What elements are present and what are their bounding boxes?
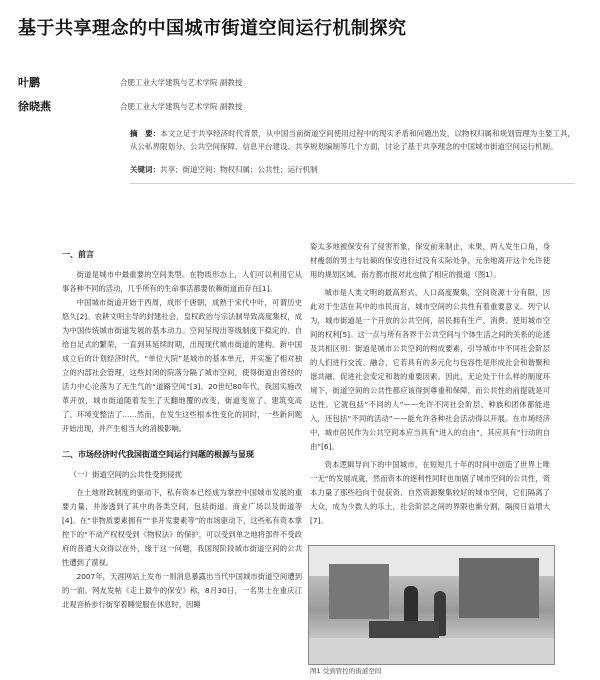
column-left	[62, 240, 302, 612]
section-heading-introduction: 一、前言	[62, 250, 94, 259]
keywords	[130, 164, 575, 176]
abstract-label: 摘 要：	[130, 129, 161, 138]
divider	[130, 183, 575, 184]
figure-caption: 图1 受到管控的街道空间	[310, 667, 382, 675]
author-name-1: 叶鹏	[18, 76, 40, 89]
paragraph: 在土地财政制度的驱动下，私有资本已经成为掌控中国城市发展的重要力量，并渗透到了其中的各类空间，包括街道。商业广场以及街道等[4]。在“非物质要素拥有”“非开发要素等”的市场驱动下，这些私有资本掌控下的“不动产权权受到《物权法》的保护，可以受到单之地将部件不受政府的普通大众得以在外，缘于这一问题，我国现阶段城市街道空间的公共性遭到了漠视。	[62, 488, 302, 567]
keywords-label: 关键词：	[130, 165, 160, 174]
author-affiliation-1: 合肥工业大学建筑与艺术学院 副教授	[120, 78, 243, 87]
paragraph: 街道是城市中最重要的空间类型。在物质形态上，人们可以利用它从事各种不同的活动，几乎所有的生命事活都要依赖街道而存在[1]。	[62, 270, 302, 293]
building-shape	[459, 558, 539, 618]
paragraph: 姿太多地被保安有了侵害形象，保安前来制止，未果，两人发生口角，身材瘦弱的男士与壮硕的保安进行过没有实际处争，元余地离开这个允许使用的规划区域。南方都市报对此也做了相应的报道（图1）。	[310, 242, 550, 279]
figure-street-photo	[308, 545, 555, 665]
author-affiliation-2: 合肥工业大学建筑与艺术学院 副教授	[120, 102, 243, 111]
abstract-text: 本文立足于共享经济时代背景，从中国当前街道空间使用过程中的现实矛盾和问题出发，以物权归属和规划管理为主要工具，从公私界限划分、公共空间保障、信息平台建设、共享规划编制等几个方面，讨论了基于共享理念的中国城市街道空间运行机制。	[130, 129, 576, 151]
ground-area	[309, 638, 554, 664]
section-heading-market-economy: 二、市场经济时代我国街道空间运行问题的根源与显现	[62, 450, 254, 459]
abstract	[130, 128, 575, 153]
paragraph: 资本逻辑导向下的中国城市，在短短几十年的时间中创造了世界上唯一无“的发展成就，然而资本的逐利性同时也加剧了城市空间的公共性，资本力量了那些趋向于促获资、自然资源聚集较好的城市空间，它们隔离了大众，成为少数人的乐土，社会阶层之间的界限也渐分割，隔阂日益增大[7]。	[310, 460, 550, 525]
keywords-text: 共享；街道空间；物权归属；公共性；运行机制	[160, 165, 318, 174]
paragraph: 2007年，天涯网站上发布一则消息暴露出当代中国城市街道空间遭到的一面。网友发帖《走上最牛的保安》称，8月30日，一名男士在重庆江北观音桥步行街穿着睡觉服在休息时，因睡	[62, 572, 302, 609]
bench-shape	[369, 621, 439, 639]
paper-title: 基于共享理念的中国城市街道空间运行机制探究	[18, 18, 407, 39]
building-shape	[329, 564, 389, 619]
author-name-2: 徐晓燕	[18, 100, 51, 113]
subsection-heading: （一）街道空间的公共性受到侵扰	[69, 470, 182, 479]
paragraph: 中国城市街道开始于西周，成形于唐朝，成熟于宋代中叶，可谓历史悠久[2]。农耕文明主导的封建社会，皇权政治与宗法制导致高度集权，成为中国传统城市街道发展的基本动力。空间呈现出等级制度下稳定的、自给自足式的繁荣，一直到其延续时期，出现现代城市街道的建构。新中国成立后的计划经济时代，“单位大院”是城市的基本单元，并实施了相对独立的内部社会管理，这些封闭的院落分隔了城市空间，使得街道由曾经的活力中心沦落为了无生气的“道路空间”[3]。20世纪80年代，我国实施改革开放，城市街道随着发生了天翻地覆的改变，街道变宽了、建筑变高了、环境变整洁了……然而，在发生这些根本性变化的同时，一些新问题开始出现，并产生相当大的消极影响。	[62, 298, 302, 433]
paragraph: 城市是人类文明的最高形式，人口高度聚集，空间资源十分有限，因此对于生活在其中的市民而言，城市空间的公共性有着重要意义。列宁认为，城市街道是一个开放的公共空间，居民拥有生产、消费、使用城市空间的权利[5]。这一点与所有各界于公共空间与个体生活之间的关系的论述及共相区别：街道是城市公共空间的构成要素，引导城市中不同社会阶层的人们进行交流、融合，它若具有的多元化与包容性是形成社会和谐聚和谐共融，促进社会安定和谐的重要因素。因此，无论处于什么样的制度环境下，街道空间的公共性都应该得到尊重和保障，而公共性的前提就是可达性。它就包括“不同的人”——允许不同社会阶层、种族和团体都能进入，还包括“不同的活动”——能允许各种社会活动得以开展。在市场经济中，城市居民作为公共空间本应当具有“进入的自由”，其应具有“行动的自由”[6]。	[310, 288, 550, 451]
column-right	[310, 240, 550, 528]
